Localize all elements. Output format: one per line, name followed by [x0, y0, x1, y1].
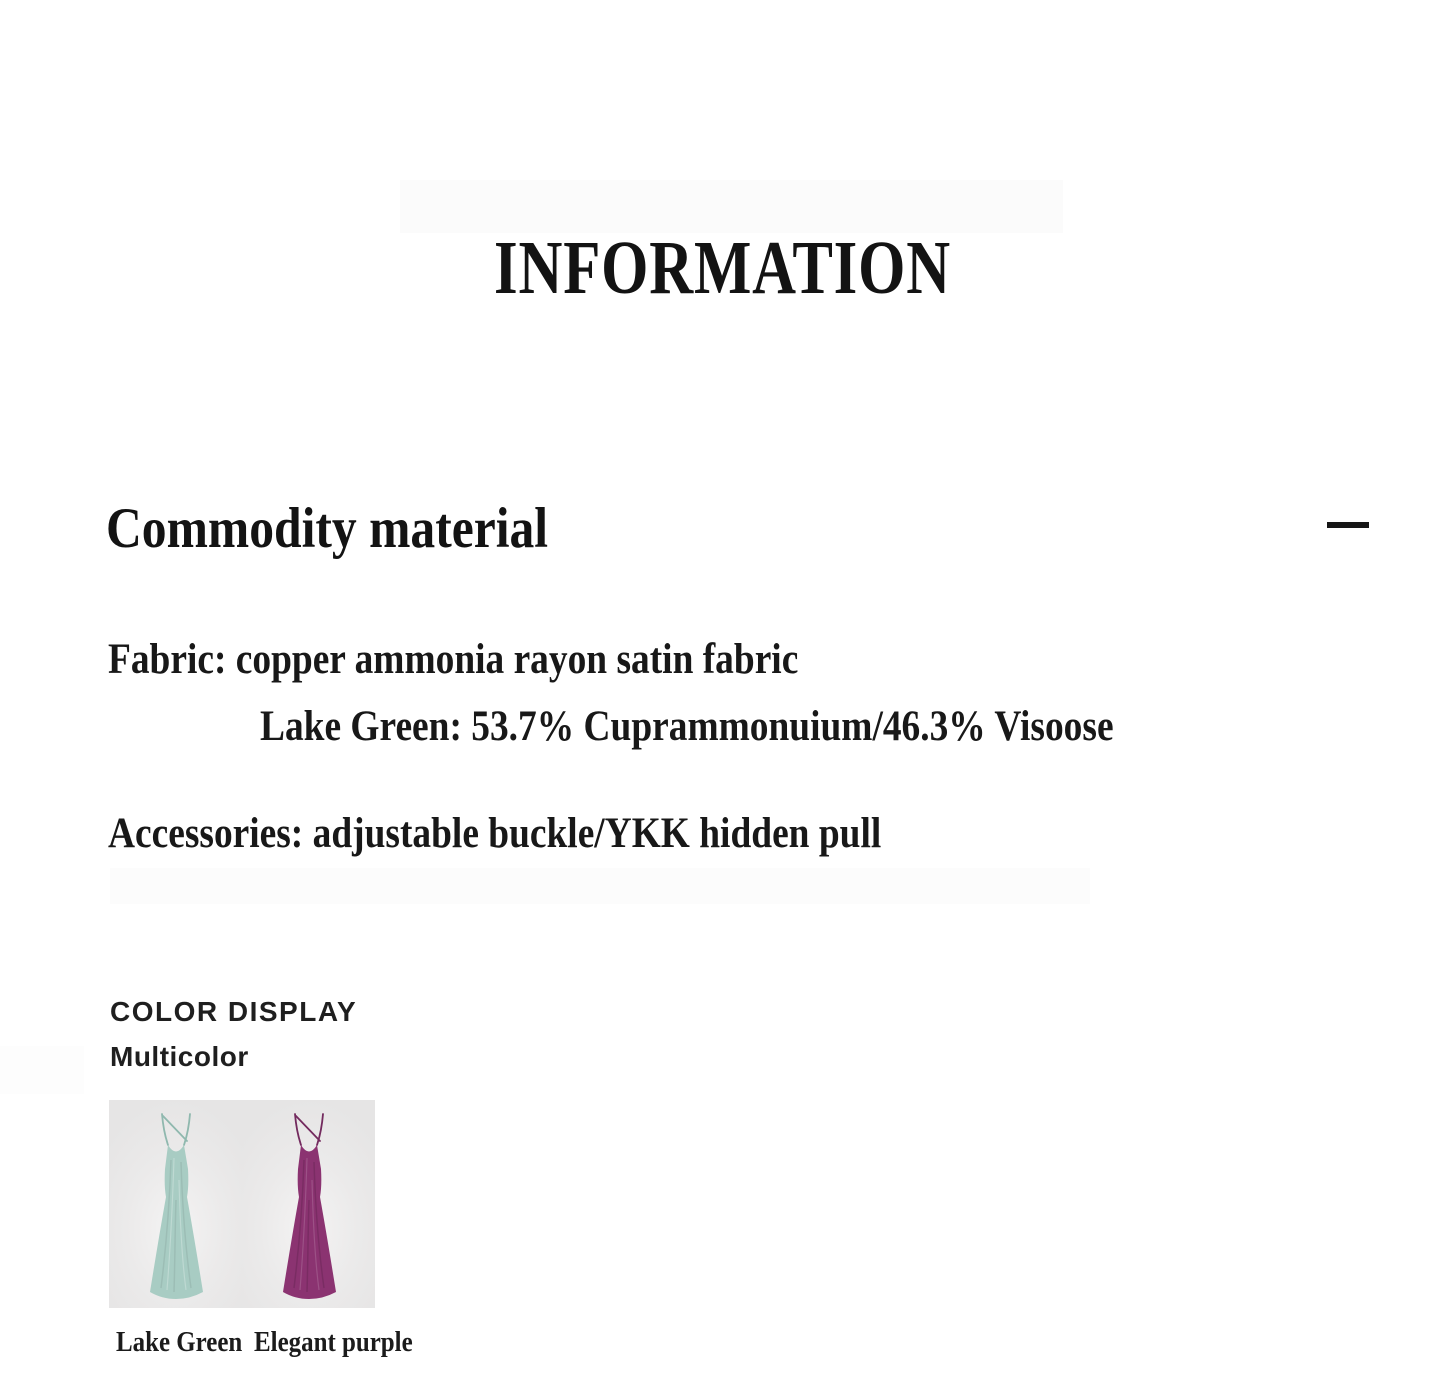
- composition-line: Lake Green: 53.7% Cuprammonuium/46.3% Visoose: [260, 703, 1114, 750]
- accessories-line: Accessories: adjustable buckle/YKK hidden pull: [108, 810, 882, 857]
- dress-straps: [162, 1114, 190, 1145]
- fabric-line: Fabric: copper ammonia rayon satin fabric: [108, 636, 799, 683]
- dress-body: [283, 1145, 336, 1299]
- color-photo-strip: [109, 1100, 375, 1308]
- elegant-purple-dress-image: [242, 1100, 375, 1308]
- swatch-label-elegant-purple: Elegant purple: [254, 1326, 413, 1358]
- color-display-heading: COLOR DISPLAY: [110, 996, 358, 1027]
- color-photo-lake-green: [109, 1100, 242, 1308]
- background-artifact: [110, 868, 1090, 904]
- multicolor-label: Multicolor: [110, 1041, 249, 1072]
- lake-green-dress-image: [109, 1100, 242, 1308]
- swatch-label-lake-green: Lake Green: [116, 1326, 243, 1358]
- page-title: INFORMATION: [494, 226, 951, 310]
- dress-body: [150, 1145, 203, 1299]
- dress-straps: [295, 1114, 323, 1145]
- section-heading-commodity-material: Commodity material: [106, 497, 549, 560]
- background-artifact: [0, 1046, 84, 1094]
- color-photo-elegant-purple: [242, 1100, 375, 1308]
- minus-icon[interactable]: [1327, 522, 1369, 528]
